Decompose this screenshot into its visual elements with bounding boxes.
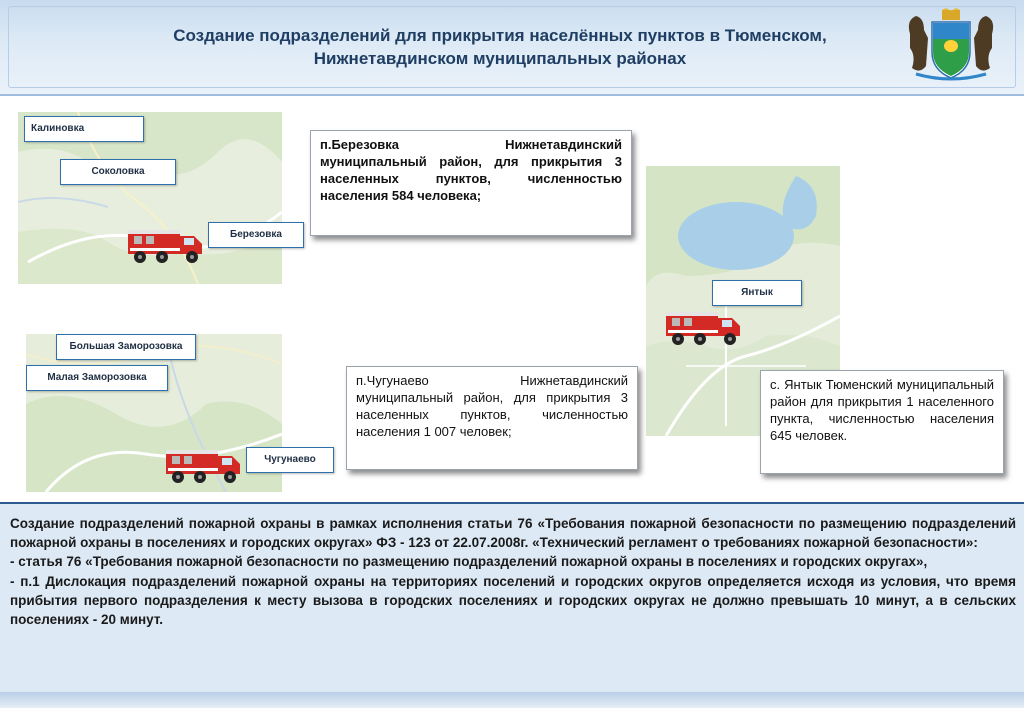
label-chugunaevo[interactable]: Чугунаево xyxy=(246,447,334,473)
fire-truck-icon xyxy=(126,224,206,266)
title-line-1: Создание подразделений для прикрытия населённых пунктов в Тюменском, xyxy=(173,26,827,45)
legal-paragraph-2: - статья 76 «Требования пожарной безопасности по размещению подразделений пожарной охраны в поселениях и городских округах», xyxy=(10,554,928,570)
info-berezovka: п.Березовка Нижнетавдинский муниципальный район, для прикрытия 3 населенных пунктов, численностью населения 584 человека; xyxy=(310,130,632,236)
coat-of-arms-icon xyxy=(902,8,1000,82)
info-chugunaevo: п.Чугунаево Нижнетавдинский муниципальный район, для прикрытия 3 населенных пунктов, численностью населения 1 007 человек; xyxy=(346,366,638,470)
legal-paragraph-1: Создание подразделений пожарной охраны в рамках исполнения статьи 76 «Требования пожарной безопасности по размещению подразделений пожарной охраны в поселениях и городских округах» ФЗ - 123 от 22.07.2008г. «Технический регламент о требованиях пожарной безопасности»: xyxy=(10,516,1016,551)
footer-bar xyxy=(0,692,1024,708)
label-kalinovka[interactable]: Калиновка xyxy=(24,116,144,142)
fire-truck-icon xyxy=(664,306,744,348)
label-berezovka[interactable]: Березовка xyxy=(208,222,304,248)
legal-basis-text xyxy=(10,514,1016,629)
label-bolshaya-zamorozovka[interactable]: Большая Заморозовка xyxy=(56,334,196,360)
legal-basis-panel xyxy=(0,502,1024,692)
page-title xyxy=(70,24,930,70)
label-sokolovka[interactable]: Соколовка xyxy=(60,159,176,185)
fire-truck-icon xyxy=(164,444,244,486)
title-line-2: Нижнетавдинском муниципальных районах xyxy=(313,49,687,68)
header-banner xyxy=(0,0,1024,96)
info-yantyk: с. Янтык Тюменский муниципальный район для прикрытия 1 населенного пункта, численностью населения 645 человек. xyxy=(760,370,1004,474)
label-malaya-zamorozovka[interactable]: Малая Заморозовка xyxy=(26,365,168,391)
legal-paragraph-3: - п.1 Дислокация подразделений пожарной охраны на территориях поселений и городских округов определяется исходя из условия, что время прибытия первого подразделения к месту вызова в городских поселениях и городских округах не должно превышать 10 минут, а в сельских поселениях - 20 минут. xyxy=(10,573,1016,628)
label-yantyk[interactable]: Янтык xyxy=(712,280,802,306)
